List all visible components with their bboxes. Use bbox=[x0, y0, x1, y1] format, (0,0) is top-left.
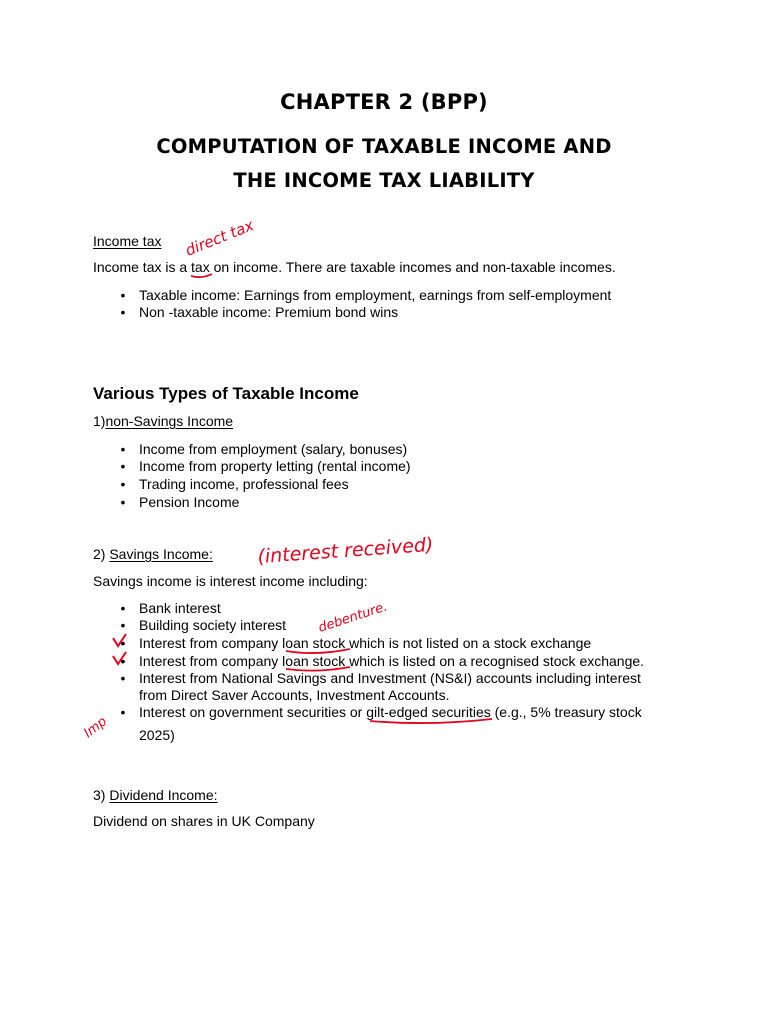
dividend-label: Dividend Income: bbox=[109, 787, 218, 803]
loan-stock-underline-mark bbox=[286, 649, 350, 653]
list-item-text-start: Interest on government securities or bbox=[139, 704, 367, 720]
loan-stock-underline-mark bbox=[286, 667, 350, 671]
check-mark-icon bbox=[113, 634, 126, 646]
list-item-text: Income from property letting (rental income) bbox=[139, 458, 411, 474]
bullet-glyph: • bbox=[120, 304, 126, 320]
savings-label: Savings Income: bbox=[109, 546, 213, 562]
debenture-note: debenture. bbox=[316, 599, 390, 636]
section-heading: Various Types of Taxable Income bbox=[93, 384, 359, 403]
savings-prefix: 2) bbox=[93, 546, 110, 562]
income-tax-heading: Income tax bbox=[93, 233, 162, 249]
document-subtitle-line1: COMPUTATION OF TAXABLE INCOME AND bbox=[156, 135, 612, 158]
non-savings-label: non-Savings Income bbox=[105, 413, 234, 429]
dividend-text: Dividend on shares in UK Company bbox=[93, 813, 315, 829]
list-item-text-end: which is not listed on a stock exchange bbox=[345, 635, 592, 651]
list-item-text-end: which is listed on a recognised stock exchange. bbox=[345, 653, 645, 669]
bullet-glyph: • bbox=[120, 441, 126, 457]
bullet-glyph: • bbox=[120, 704, 126, 720]
list-item-text-start: Interest from company bbox=[139, 635, 283, 651]
bullet-glyph: • bbox=[120, 635, 126, 651]
loan-stock-term: loan stock bbox=[282, 653, 346, 669]
bullet-glyph: • bbox=[120, 670, 126, 686]
list-item-text: Pension Income bbox=[139, 494, 240, 510]
bullet-glyph: • bbox=[120, 287, 126, 303]
bullet-glyph: • bbox=[120, 600, 126, 616]
list-item-text: Trading income, professional fees bbox=[139, 476, 349, 492]
list-item-text-continued: 2025) bbox=[139, 727, 175, 743]
interest-received-note: (interest received) bbox=[256, 533, 435, 568]
list-item-text: Bank interest bbox=[139, 600, 221, 616]
list-item-text: Interest from National Savings and Investment (NS&I) accounts including interest bbox=[139, 670, 641, 686]
check-mark-icon bbox=[113, 652, 126, 664]
list-item-text: Non -taxable income: Premium bond wins bbox=[139, 304, 399, 320]
savings-intro: Savings income is interest income including: bbox=[93, 573, 368, 589]
income-tax-paragraph-end: on income. There are taxable incomes and non-taxable incomes. bbox=[209, 259, 616, 275]
dividend-prefix: 3) bbox=[93, 787, 110, 803]
bullet-glyph: • bbox=[120, 653, 126, 669]
document-subtitle-line2: THE INCOME TAX LIABILITY bbox=[233, 169, 535, 192]
list-item-text: Income from employment (salary, bonuses) bbox=[139, 441, 408, 457]
non-savings-prefix: 1) bbox=[93, 413, 106, 429]
tax-word: tax bbox=[191, 259, 210, 275]
tax-underline-mark bbox=[191, 274, 212, 277]
list-item-text: Taxable income: Earnings from employment, earnings from self-employment bbox=[139, 287, 612, 303]
gilt-edged-term: gilt-edged securities bbox=[366, 704, 491, 720]
list-item-text: Building society interest bbox=[139, 617, 287, 633]
bullet-glyph: • bbox=[120, 476, 126, 492]
direct-tax-note: direct tax bbox=[182, 216, 257, 260]
bullet-glyph: • bbox=[120, 494, 126, 510]
list-item-text-end: (e.g., 5% treasury stock bbox=[490, 704, 642, 720]
gilt-edged-underline-mark bbox=[370, 719, 492, 723]
list-item-text-continued: from Direct Saver Accounts, Investment Accounts. bbox=[139, 687, 450, 703]
bullet-glyph: • bbox=[120, 617, 126, 633]
income-tax-paragraph-start: Income tax is a bbox=[93, 259, 192, 275]
imp-note: Imp bbox=[81, 714, 110, 742]
chapter-title: CHAPTER 2 (BPP) bbox=[280, 90, 488, 114]
loan-stock-term: loan stock bbox=[282, 635, 346, 651]
bullet-glyph: • bbox=[120, 458, 126, 474]
list-item-text-start: Interest from company bbox=[139, 653, 283, 669]
